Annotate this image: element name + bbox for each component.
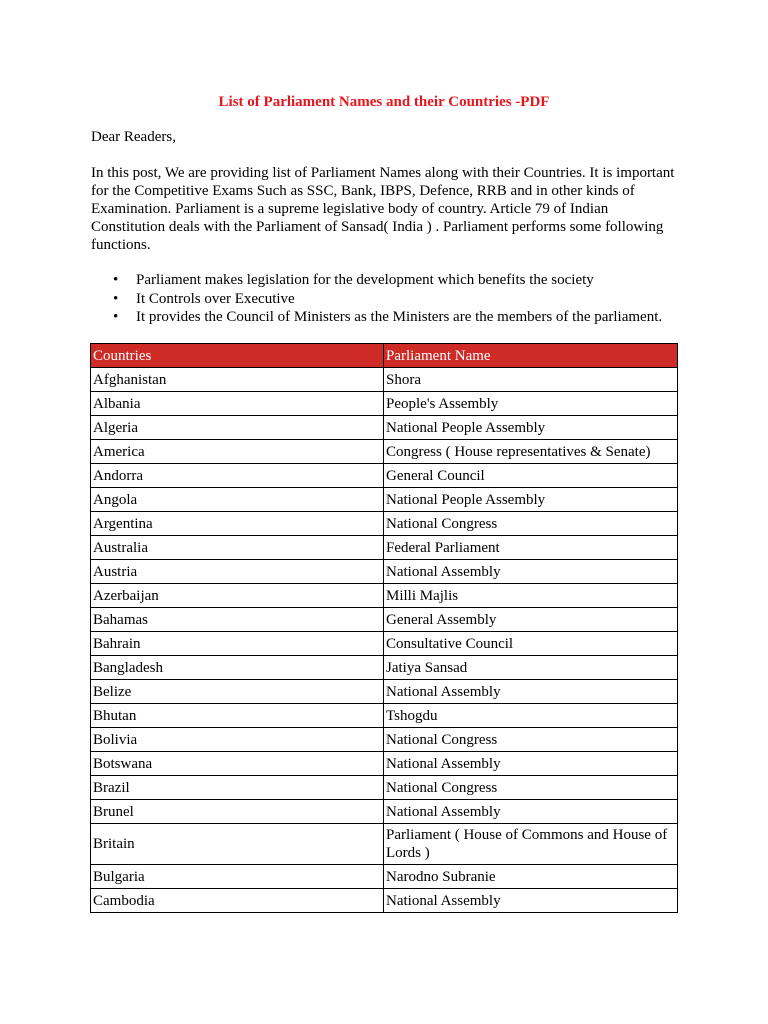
- list-item-text: It Controls over Executive: [136, 290, 295, 307]
- country-cell: Argentina: [91, 512, 384, 536]
- column-header-countries: Countries: [91, 344, 384, 368]
- country-cell: Cambodia: [91, 889, 384, 913]
- country-cell: America: [91, 440, 384, 464]
- country-cell: Bahrain: [91, 632, 384, 656]
- country-cell: Botswana: [91, 752, 384, 776]
- table-row: [91, 752, 678, 776]
- table-row: [91, 416, 678, 440]
- parliament-cell: National People Assembly: [384, 488, 678, 512]
- parliament-cell: National People Assembly: [384, 416, 678, 440]
- country-cell: Bahamas: [91, 608, 384, 632]
- parliament-cell: Shora: [384, 368, 678, 392]
- table-row: [91, 800, 678, 824]
- list-item: [91, 308, 691, 327]
- parliament-cell: People's Assembly: [384, 392, 678, 416]
- country-cell: Australia: [91, 536, 384, 560]
- table-row: [91, 680, 678, 704]
- parliament-cell: Milli Majlis: [384, 584, 678, 608]
- table-row: [91, 728, 678, 752]
- table-row: [91, 368, 678, 392]
- country-cell: Albania: [91, 392, 384, 416]
- table-row: [91, 704, 678, 728]
- intro-paragraph: In this post, We are providing list of Parliament Names along with their Countries. It is important for the Competitive Exams Such as SSC, Bank, IBPS, Defence, RRB and in other kinds of Examination. Parliament is a supreme legislative body of country. Article 79 of Indian Constitution deals with the Parliament of Sansad( India ) . Parliament performs some following functions.: [91, 165, 675, 253]
- parliament-cell: National Assembly: [384, 680, 678, 704]
- table-row: [91, 584, 678, 608]
- table-row: [91, 440, 678, 464]
- list-item: [91, 271, 691, 290]
- greeting-text: Dear Readers,: [91, 129, 176, 145]
- country-cell: Brazil: [91, 776, 384, 800]
- list-item-text: Parliament makes legislation for the development which benefits the society: [136, 272, 594, 288]
- parliament-cell: Tshogdu: [384, 704, 678, 728]
- country-cell: Bolivia: [91, 728, 384, 752]
- parliament-cell: Federal Parliament: [384, 536, 678, 560]
- parliament-cell: General Assembly: [384, 608, 678, 632]
- country-cell: Andorra: [91, 464, 384, 488]
- country-cell: Brunel: [91, 800, 384, 824]
- table-row: [91, 865, 678, 889]
- table-row: [91, 776, 678, 800]
- country-cell: Austria: [91, 560, 384, 584]
- parliament-cell: Consultative Council: [384, 632, 678, 656]
- country-cell: Belize: [91, 680, 384, 704]
- country-cell: Britain: [91, 824, 384, 865]
- document-title: List of Parliament Names and their Countries -PDF: [218, 94, 550, 110]
- table-row: [91, 632, 678, 656]
- list-item-text: It provides the Council of Ministers as the Ministers are the members of the parliament.: [136, 309, 663, 325]
- country-cell: Angola: [91, 488, 384, 512]
- parliament-cell: Parliament ( House of Commons and House of Lords ): [384, 824, 678, 865]
- parliament-cell: National Assembly: [384, 800, 678, 824]
- country-cell: Algeria: [91, 416, 384, 440]
- table-row: [91, 392, 678, 416]
- parliament-cell: National Assembly: [384, 889, 678, 913]
- parliament-cell: National Assembly: [384, 560, 678, 584]
- table-row: [91, 488, 678, 512]
- parliament-table: [90, 343, 678, 913]
- country-cell: Bulgaria: [91, 865, 384, 889]
- table-row: [91, 824, 678, 865]
- table-row: [91, 464, 678, 488]
- table-row: [91, 512, 678, 536]
- parliament-cell: National Congress: [384, 512, 678, 536]
- table-row: [91, 656, 678, 680]
- country-cell: Bhutan: [91, 704, 384, 728]
- parliament-cell: General Council: [384, 464, 678, 488]
- parliament-cell: Congress ( House representatives & Senate): [384, 440, 678, 464]
- parliament-cell: Narodno Subranie: [384, 865, 678, 889]
- parliament-cell: National Congress: [384, 728, 678, 752]
- column-header-parliament-name: Parliament Name: [384, 344, 678, 368]
- bullet-icon: •: [113, 290, 119, 307]
- parliament-cell: National Congress: [384, 776, 678, 800]
- bullet-icon: •: [113, 272, 119, 288]
- bullet-icon: •: [113, 309, 119, 325]
- table-header-row: [91, 344, 678, 368]
- parliament-cell: National Assembly: [384, 752, 678, 776]
- country-cell: Afghanistan: [91, 368, 384, 392]
- parliament-cell: Jatiya Sansad: [384, 656, 678, 680]
- list-item: [91, 290, 691, 309]
- functions-list: [91, 271, 691, 327]
- table-row: [91, 608, 678, 632]
- table-row: [91, 536, 678, 560]
- country-cell: Azerbaijan: [91, 584, 384, 608]
- table-row: [91, 889, 678, 913]
- country-cell: Bangladesh: [91, 656, 384, 680]
- table-row: [91, 560, 678, 584]
